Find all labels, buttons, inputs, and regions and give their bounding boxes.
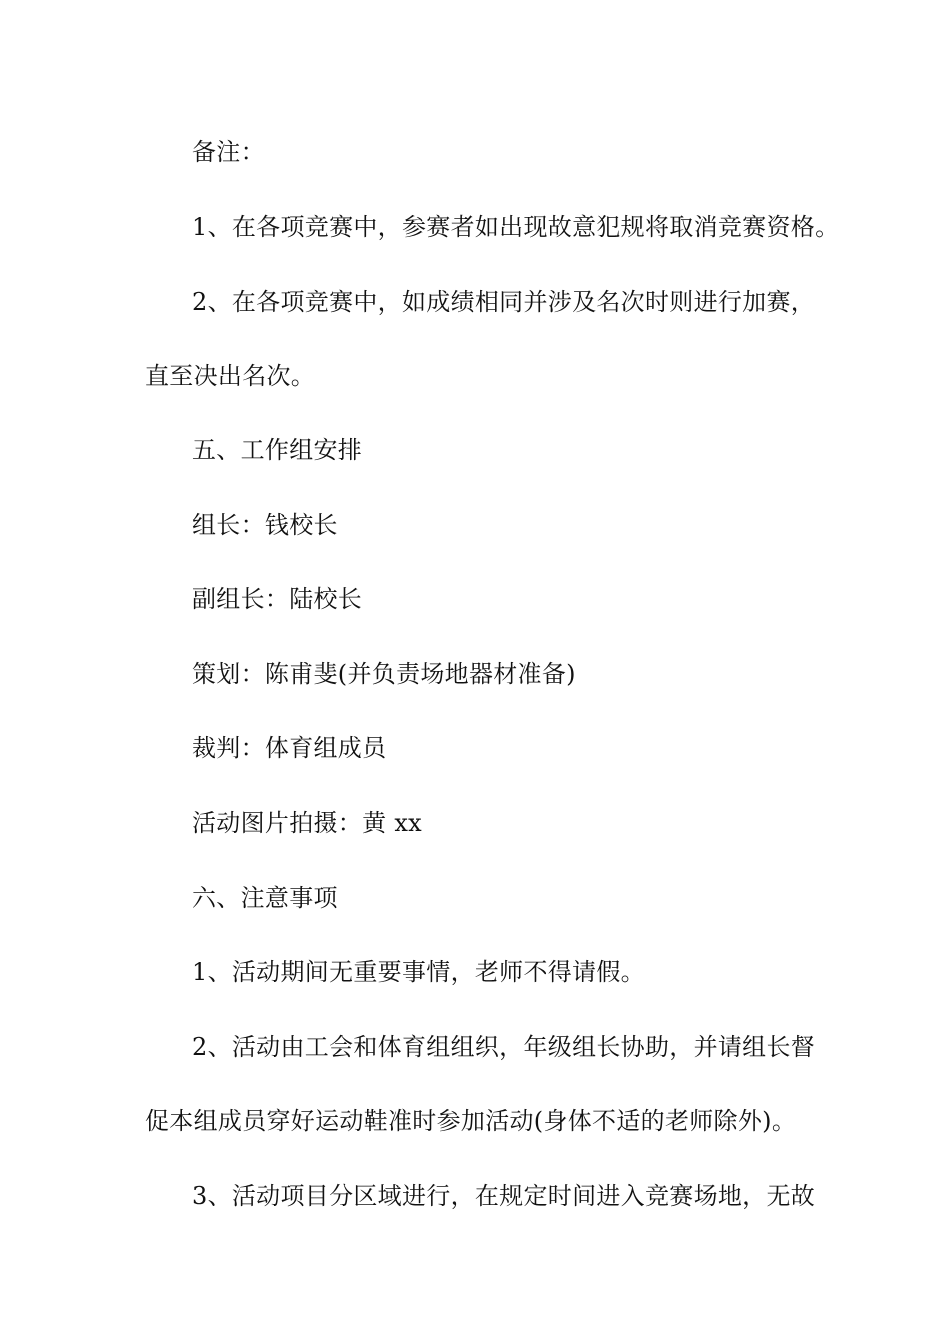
section-five-heading: 五、工作组安排 (192, 436, 363, 464)
referee-line: 裁判：体育组成员 (192, 734, 387, 762)
notice-item-3: 3、活动项目分区域进行，在规定时间进入竞赛场地，无故 (192, 1182, 816, 1210)
team-leader-line: 组长：钱校长 (192, 511, 338, 539)
photographer-line: 活动图片拍摄：黄 xx (192, 809, 422, 837)
notice-item-2: 2、活动由工会和体育组组织，年级组长协助，并请组长督 (192, 1033, 816, 1061)
remark-item-2-continued: 直至决出名次。 (145, 362, 316, 390)
notice-item-1: 1、活动期间无重要事情，老师不得请假。 (192, 958, 645, 986)
remarks-heading: 备注： (192, 138, 265, 166)
section-six-heading: 六、注意事项 (192, 884, 338, 912)
notice-item-2-continued: 促本组成员穿好运动鞋准时参加活动(身体不适的老师除外)。 (145, 1107, 797, 1135)
deputy-leader-line: 副组长：陆校长 (192, 585, 363, 613)
planner-line: 策划：陈甫斐(并负责场地器材准备) (192, 660, 576, 688)
remark-item-2: 2、在各项竞赛中，如成绩相同并涉及名次时则进行加赛， (192, 288, 816, 316)
remark-item-1: 1、在各项竞赛中，参赛者如出现故意犯规将取消竞赛资格。 (192, 213, 840, 241)
